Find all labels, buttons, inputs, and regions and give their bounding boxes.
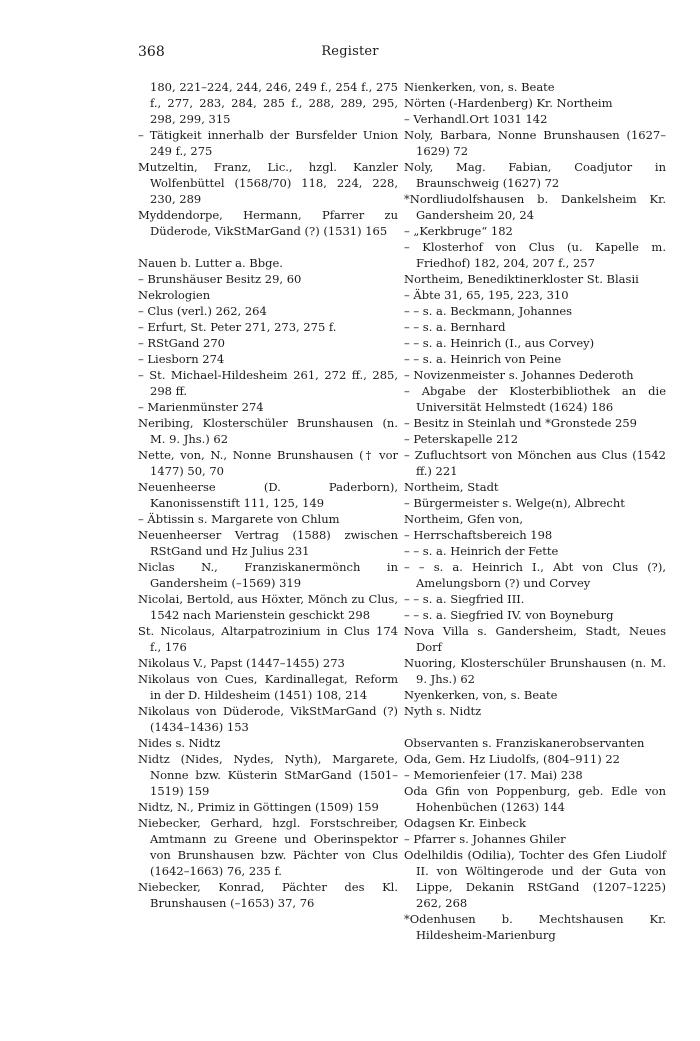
index-entry: Odagsen Kr. Einbeck [404, 816, 526, 830]
running-head: Register [321, 44, 379, 59]
left-column [138, 79, 398, 911]
index-entry: Nicolai, Bertold, aus Höxter, Mönch zu Clus, 1542 nach Marienstein geschickt 298 [138, 592, 398, 622]
index-entry: Nova Villa s. Gandersheim, Stadt, Neues Dorf [404, 624, 666, 654]
index-entry: – Erfurt, St. Peter 271, 273, 275 f. [138, 320, 337, 334]
index-entry: – Zufluchtsort von Mönchen aus Clus (1542 ff.) 221 [404, 448, 666, 478]
index-entry: – Liesborn 274 [138, 352, 225, 366]
index-entry: – Klosterhof von Clus (u. Kapelle m. Friedhof) 182, 204, 207 f., 257 [404, 240, 666, 270]
index-entry: – – s. a. Heinrich von Peine [404, 352, 562, 366]
index-entry: – Marienmünster 274 [138, 400, 264, 414]
index-entry: – – s. a. Bernhard [404, 320, 506, 334]
index-entry: – Novizenmeister s. Johannes Dederoth [404, 368, 634, 382]
page-header [138, 44, 562, 62]
index-entry: – – s. a. Beckmann, Johannes [404, 304, 573, 318]
index-entry: Odelhildis (Odilia), Tochter des Gfen Liudolf II. von Wöltingerode und der Guta von Lippe, Dekanin RStGand (1207–1225) 262, 268 [404, 848, 666, 910]
index-entry: – Peterskapelle 212 [404, 432, 519, 446]
index-entry: Northeim, Stadt [404, 480, 499, 494]
index-entry: Nörten (-Hardenberg) Kr. Northeim [404, 96, 613, 110]
page-number: 368 [138, 44, 165, 60]
index-entry: Nikolaus von Cues, Kardinallegat, Reform in der D. Hildesheim (1451) 108, 214 [138, 672, 398, 702]
index-entry: Niebecker, Konrad, Pächter des Kl. Brunshausen (–1653) 37, 76 [138, 880, 398, 910]
index-entry: – Besitz in Steinlah und *Gronstede 259 [404, 416, 637, 430]
index-entry: Noly, Mag. Fabian, Coadjutor in Braunschweig (1627) 72 [404, 160, 666, 190]
index-entry: Nidtz, N., Primiz in Göttingen (1509) 159 [138, 800, 379, 814]
index-entry: *Odenhusen b. Mechtshausen Kr. Hildesheim-Marienburg [404, 912, 666, 942]
index-entry: Niclas N., Franziskanermönch in Gandersheim (–1569) 319 [138, 560, 398, 590]
index-entry: Nekrologien [138, 288, 211, 302]
index-entry: – Pfarrer s. Johannes Ghiler [404, 832, 566, 846]
index-entry: Nidtz (Nides, Nydes, Nyth), Margarete, Nonne bzw. Küsterin StMarGand (1501–1519) 159 [138, 752, 398, 798]
index-entry: Neribing, Klosterschüler Brunshausen (n. M. 9. Jhs.) 62 [138, 416, 398, 446]
index-entry: *Nordliudolfshausen b. Dankelsheim Kr. Gandersheim 20, 24 [404, 192, 666, 222]
index-entry: Nikolaus V., Papst (1447–1455) 273 [138, 656, 345, 670]
index-entry: Observanten s. Franziskanerobservanten [404, 736, 645, 750]
index-entry: – – s. a. Heinrich der Fette [404, 544, 559, 558]
index-entry: 180, 221–224, 244, 246, 249 f., 254 f., 275 f., 277, 283, 284, 285 f., 288, 289, 295, 298, 299, 315 [150, 80, 398, 126]
index-entry: Nyenkerken, von, s. Beate [404, 688, 558, 702]
index-entry: Northeim, Gfen von, [404, 512, 524, 526]
index-entry: – Äbtissin s. Margarete von Chlum [138, 512, 340, 526]
index-entry: Nauen b. Lutter a. Bbge. [138, 256, 283, 270]
index-entry: – Clus (verl.) 262, 264 [138, 304, 267, 318]
index-entry: – Bürgermeister s. Welge(n), Albrecht [404, 496, 625, 510]
index-entry: Nienkerken, von, s. Beate [404, 80, 555, 94]
index-entry: Nikolaus von Düderode, VikStMarGand (?) (1434–1436) 153 [138, 704, 398, 734]
index-entry: Neuenheerse (D. Paderborn), Kanonissenstift 111, 125, 149 [138, 480, 398, 510]
index-entry: – – s. a. Heinrich (I., aus Corvey) [404, 336, 595, 350]
index-entry: – Brunshäuser Besitz 29, 60 [138, 272, 302, 286]
index-entry: Nuoring, Klosterschüler Brunshausen (n. M. 9. Jhs.) 62 [404, 656, 666, 686]
index-entry: Noly, Barbara, Nonne Brunshausen (1627–1629) 72 [404, 128, 666, 158]
index-entry: Nette, von, N., Nonne Brunshausen († vor 1477) 50, 70 [138, 448, 398, 478]
index-entry: – „Kerkbruge“ 182 [404, 224, 513, 238]
index-entry: – Memorienfeier (17. Mai) 238 [404, 768, 583, 782]
index-entry: – – s. a. Siegfried IV. von Boyneburg [404, 608, 614, 622]
index-entry: Neuenheerser Vertrag (1588) zwischen RStGand und Hz Julius 231 [138, 528, 398, 558]
right-column [404, 79, 666, 943]
index-entry: Myddendorpe, Hermann, Pfarrer zu Düderode, VikStMarGand (?) (1531) 165 [138, 208, 398, 238]
index-entry: – – s. a. Heinrich I., Abt von Clus (?), Amelungsborn (?) und Corvey [404, 560, 666, 590]
index-entry: Oda Gfin von Poppenburg, geb. Edle von Hohenbüchen (1263) 144 [404, 784, 666, 814]
index-entry: Niebecker, Gerhard, hzgl. Forstschreiber, Amtmann zu Greene und Oberinspektor von Brunshausen bzw. Pächter von Clus (1642–1663) 76, 235 f. [138, 816, 398, 878]
index-entry: Nyth s. Nidtz [404, 704, 482, 718]
index-entry: Nides s. Nidtz [138, 736, 221, 750]
index-entry: – Äbte 31, 65, 195, 223, 310 [404, 288, 569, 302]
index-entry: – – s. a. Siegfried III. [404, 592, 525, 606]
index-entry: – Verhandl.Ort 1031 142 [404, 112, 548, 126]
index-entry: – Abgabe der Klosterbibliothek an die Universität Helmstedt (1624) 186 [404, 384, 666, 414]
index-entry: St. Nicolaus, Altarpatrozinium in Clus 174 f., 176 [138, 624, 398, 654]
index-entry: Northeim, Benediktinerkloster St. Blasii [404, 272, 639, 286]
index-entry: – Tätigkeit innerhalb der Bursfelder Union 249 f., 275 [138, 128, 398, 158]
index-entry: – RStGand 270 [138, 336, 225, 350]
index-entry: Mutzeltin, Franz, Lic., hzgl. Kanzler Wolfenbüttel (1568/70) 118, 224, 228, 230, 289 [138, 160, 398, 206]
index-entry: – Herrschaftsbereich 198 [404, 528, 553, 542]
index-entry: – St. Michael-Hildesheim 261, 272 ff., 285, 298 ff. [138, 368, 398, 398]
index-entry: Oda, Gem. Hz Liudolfs, (804–911) 22 [404, 752, 620, 766]
